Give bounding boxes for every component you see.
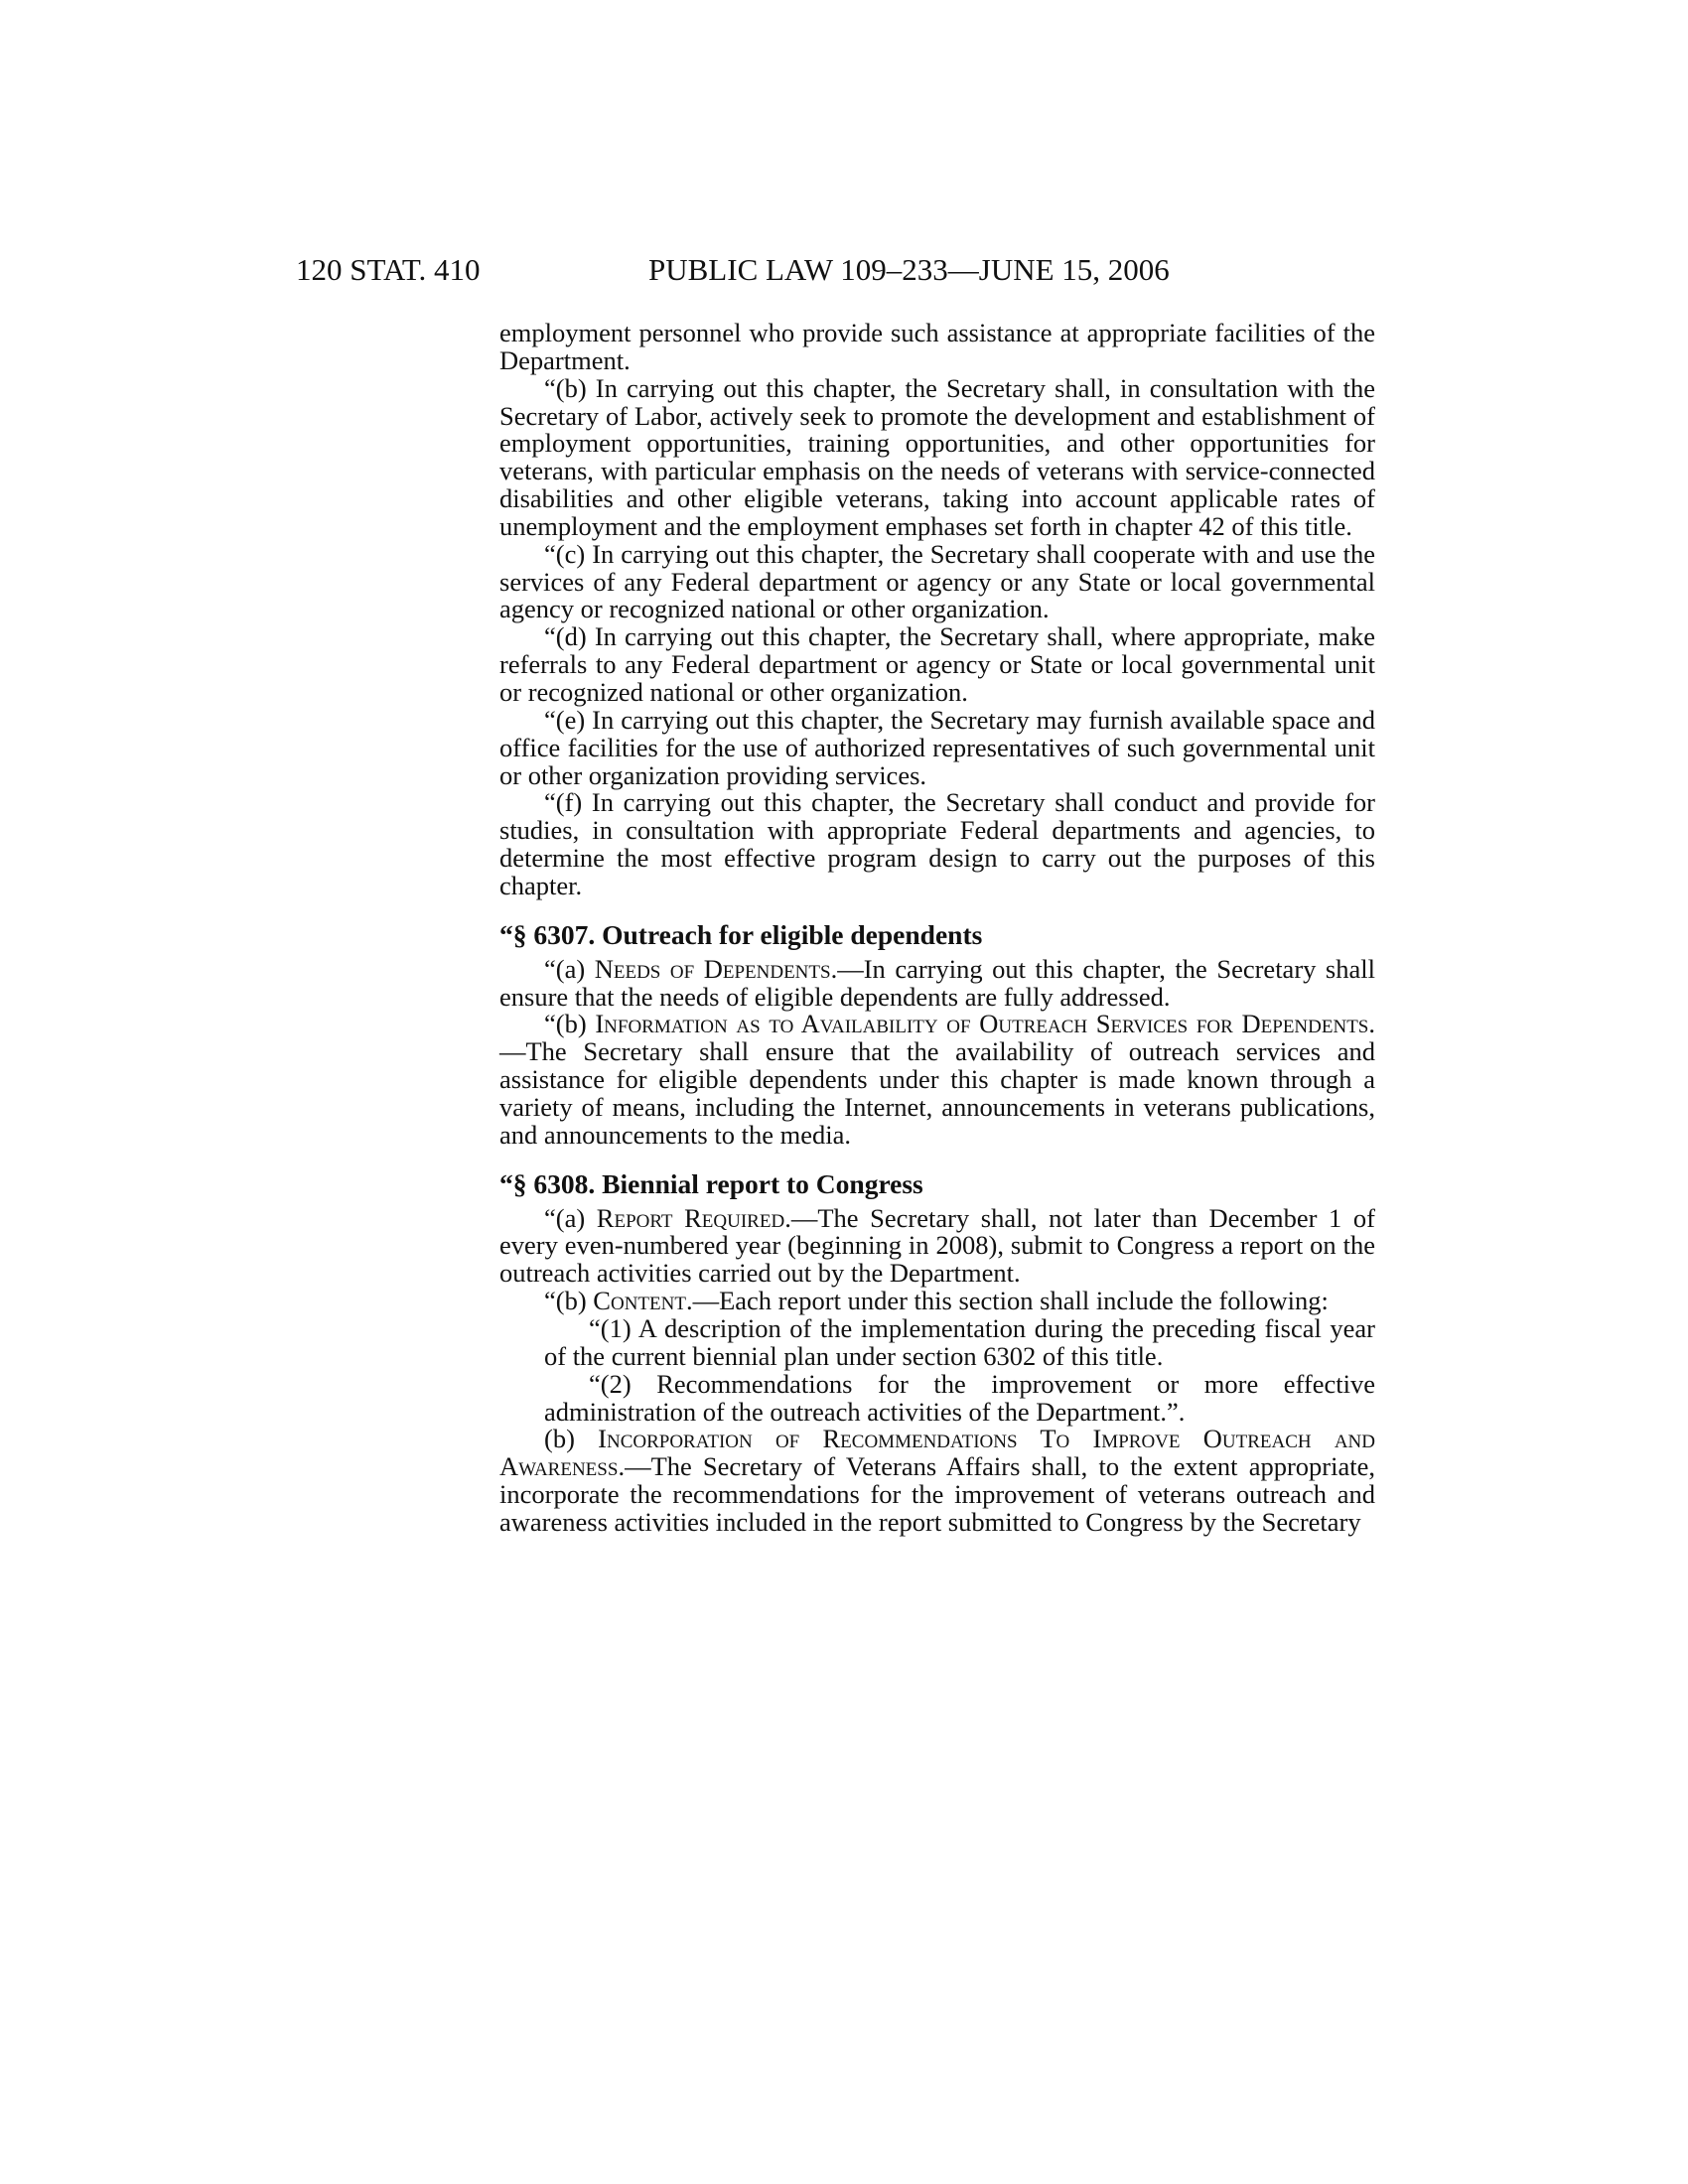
subsection-b [499, 1426, 1375, 1536]
document-body [499, 320, 1375, 1537]
section-6307-b-lead: “(b) [544, 1009, 596, 1039]
section-6308-b-caption: Content [593, 1286, 686, 1316]
subsection-b-caption: Incorporation of Recommendations To Improve Outreach and Awareness [499, 1424, 1375, 1482]
section-6308-a [499, 1202, 1375, 1289]
paragraph-d: “(d) In carrying out this chapter, the Secretary shall, where appropriate, make referrals to any Federal department or agency or State or local governmental unit or recognized national or other organization. [499, 621, 1375, 707]
section-6307-a [499, 953, 1375, 1012]
subsection-b-lead: (b) [544, 1424, 599, 1454]
section-6307-heading: “§ 6307. Outreach for eligible dependents [499, 918, 983, 950]
section-6307-a-text: .—In carrying out this chapter, the Secretary shall ensure that the needs of eligible dependents are fully addressed. [499, 953, 1375, 1012]
section-6308-b [499, 1288, 1375, 1315]
section-6307-a-caption: Needs of Dependents [594, 953, 831, 984]
paragraph-continuation: employment personnel who provide such assistance at appropriate facilities of the Department. [499, 318, 1375, 375]
paragraph-c: “(c) In carrying out this chapter, the Secretary shall cooperate with and use the services of any Federal department or agency or any State or local governmental agency or recognized national or other organization. [499, 538, 1375, 624]
section-6308-a-lead: “(a) [544, 1202, 597, 1233]
section-6308-a-text: .—The Secretary shall, not later than December 1 of every even-numbered year (beginning in 2008), submit to Congress a report on the outreach activities carried out by the Department. [499, 1202, 1375, 1289]
paragraph-b: “(b) In carrying out this chapter, the Secretary shall, in consultation with the Secretary of Labor, actively seek to promote the development and establishment of employment opportunities, training opportunities, and other opportunities for veterans, with particular emphasis on the needs of veterans with service-connected disabilities and other eligible veterans, taking into account applicable rates of unemployment and the employment emphases set forth in chapter 42 of this title. [499, 372, 1375, 541]
paragraph-f: “(f) In carrying out this chapter, the Secretary shall conduct and provide for studies, in consultation with appropriate Federal departments and agencies, to determine the most effective program design to carry out the purposes of this chapter. [499, 787, 1375, 900]
section-6308-heading: “§ 6308. Biennial report to Congress [499, 1167, 923, 1199]
section-6307-b [499, 1011, 1375, 1149]
section-6307-a-lead: “(a) [544, 953, 595, 984]
section-6308-a-caption: Report Required [596, 1202, 785, 1233]
section-6308-item-1: “(1) A description of the implementation during the preceding fiscal year of the current biennial plan under section 6302 of this title. [544, 1313, 1375, 1371]
section-6308-b-text: .—Each report under this section shall include the following: [685, 1286, 1329, 1316]
paragraph-e: “(e) In carrying out this chapter, the Secretary may furnish available space and office facilities for the use of authorized representatives of such governmental unit or other organization providing services. [499, 704, 1375, 790]
statute-page-number: 120 STAT. 410 [296, 252, 481, 287]
page-header [296, 248, 1527, 292]
public-law-title: PUBLIC LAW 109–233—JUNE 15, 2006 [648, 252, 1170, 287]
section-6307-b-caption: Information as to Availability of Outreach Services for Dependents [595, 1009, 1369, 1039]
section-6307-b-text: .—The Secretary shall ensure that the availability of outreach services and assistance for eligible dependents under this chapter is made known through a variety of means, including the Internet, announcements in veterans publications, and announcements to the media. [499, 1009, 1375, 1150]
subsection-b-text: .—The Secretary of Veterans Affairs shall, to the extent appropriate, incorporate the recommendations for the improvement of veterans outreach and awareness activities included in the report submitted to Congress by the Secretary [499, 1451, 1375, 1537]
section-6308-b-lead: “(b) [544, 1286, 594, 1316]
section-6308-item-2: “(2) Recommendations for the improvement or more effective administration of the outreach activities of the Department.”. [544, 1368, 1375, 1427]
